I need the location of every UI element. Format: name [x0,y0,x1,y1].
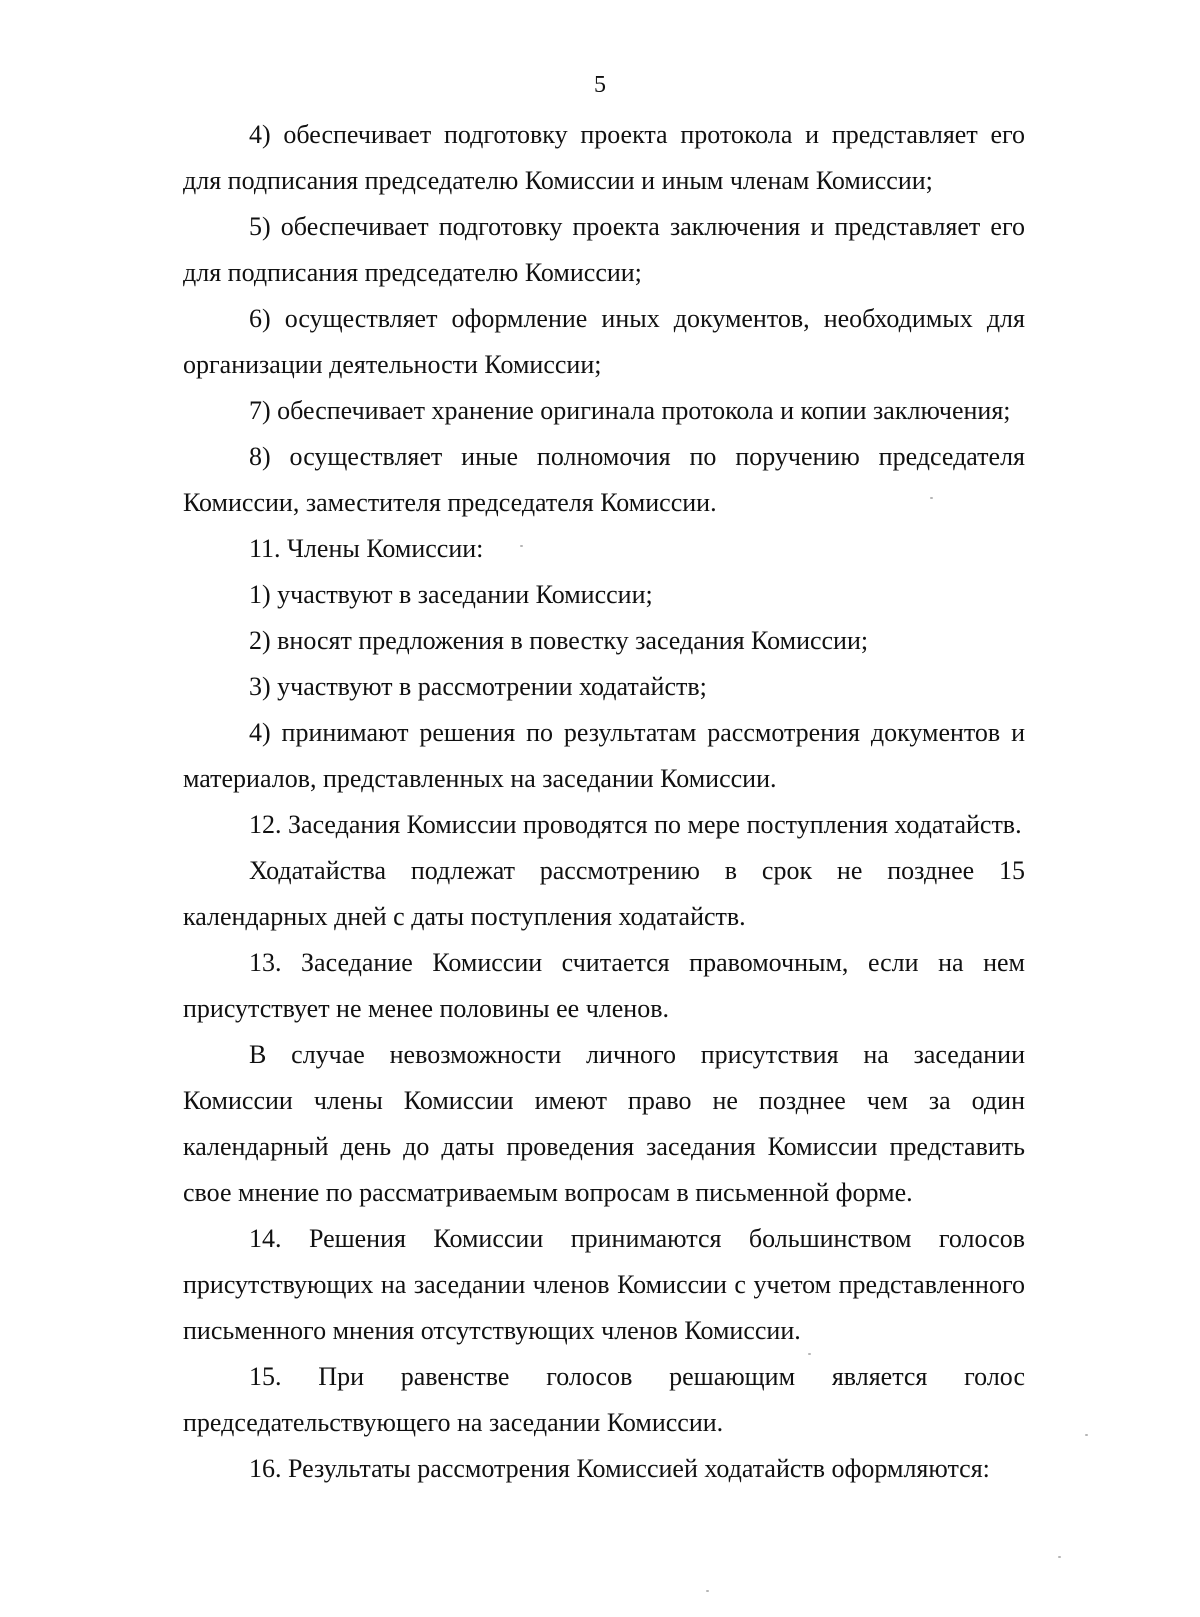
paragraph-section-11-item-2: 2) вносят предложения в повестку заседания Комиссии; [249,626,869,655]
paragraph-section-14: 14. Решения Комиссии принимаются большинством голосов присутствующих на заседании членов Комиссии с учетом представленного письменного мнения отсутствующих членов Комиссии. [183,1224,1025,1345]
paragraph-section-16: 16. Результаты рассмотрения Комиссией ходатайств оформляются: [249,1454,990,1483]
paragraph-section-13-absence: В случае невозможности личного присутствия на заседании Комиссии члены Комиссии имеют право не позднее чем за один календарный день до даты проведения заседания Комиссии представить свое мнение по рассматриваемым вопросам в письменной форме. [183,1040,1025,1207]
paragraph-section-12-deadline: Ходатайства подлежат рассмотрению в срок не позднее 15 календарных дней с даты поступления ходатайств. [183,856,1025,931]
paragraph-item-6-documents: 6) осуществляет оформление иных документов, необходимых для организации деятельности Комиссии; [183,304,1025,379]
paragraph-item-7-storage: 7) обеспечивает хранение оригинала протокола и копии заключения; [249,396,1011,425]
paragraph-section-12: 12. Заседания Комиссии проводятся по мере поступления ходатайств. [249,810,1022,839]
paragraph-section-11-heading: 11. Члены Комиссии: [249,534,484,563]
paragraph-section-13: 13. Заседание Комиссии считается правомочным, если на нем присутствует не менее половины ее членов. [183,948,1025,1023]
scan-speck [706,1590,709,1592]
scan-speck [1085,1434,1088,1436]
paragraph-item-5-conclusion: 5) обеспечивает подготовку проекта заключения и представляет его для подписания председателю Комиссии; [183,212,1025,287]
scan-speck [930,497,933,499]
paragraph-item-4-protocol: 4) обеспечивает подготовку проекта протокола и представляет его для подписания председателю Комиссии и иным членам Комиссии; [183,120,1025,195]
paragraph-section-11-item-4: 4) принимают решения по результатам рассмотрения документов и материалов, представленных на заседании Комиссии. [183,718,1025,793]
scan-speck [1058,1556,1061,1558]
paragraph-section-15: 15. При равенстве голосов решающим является голос председательствующего на заседании Комиссии. [183,1362,1025,1437]
page-number: 5 [594,72,606,98]
document-body [183,112,1025,1492]
paragraph-item-8-other-powers: 8) осуществляет иные полномочия по поручению председателя Комиссии, заместителя председателя Комиссии. [183,442,1025,517]
paragraph-section-11-item-1: 1) участвуют в заседании Комиссии; [249,580,653,609]
scan-speck [808,1353,811,1355]
scan-speck [520,545,523,547]
paragraph-section-11-item-3: 3) участвуют в рассмотрении ходатайств; [249,672,707,701]
